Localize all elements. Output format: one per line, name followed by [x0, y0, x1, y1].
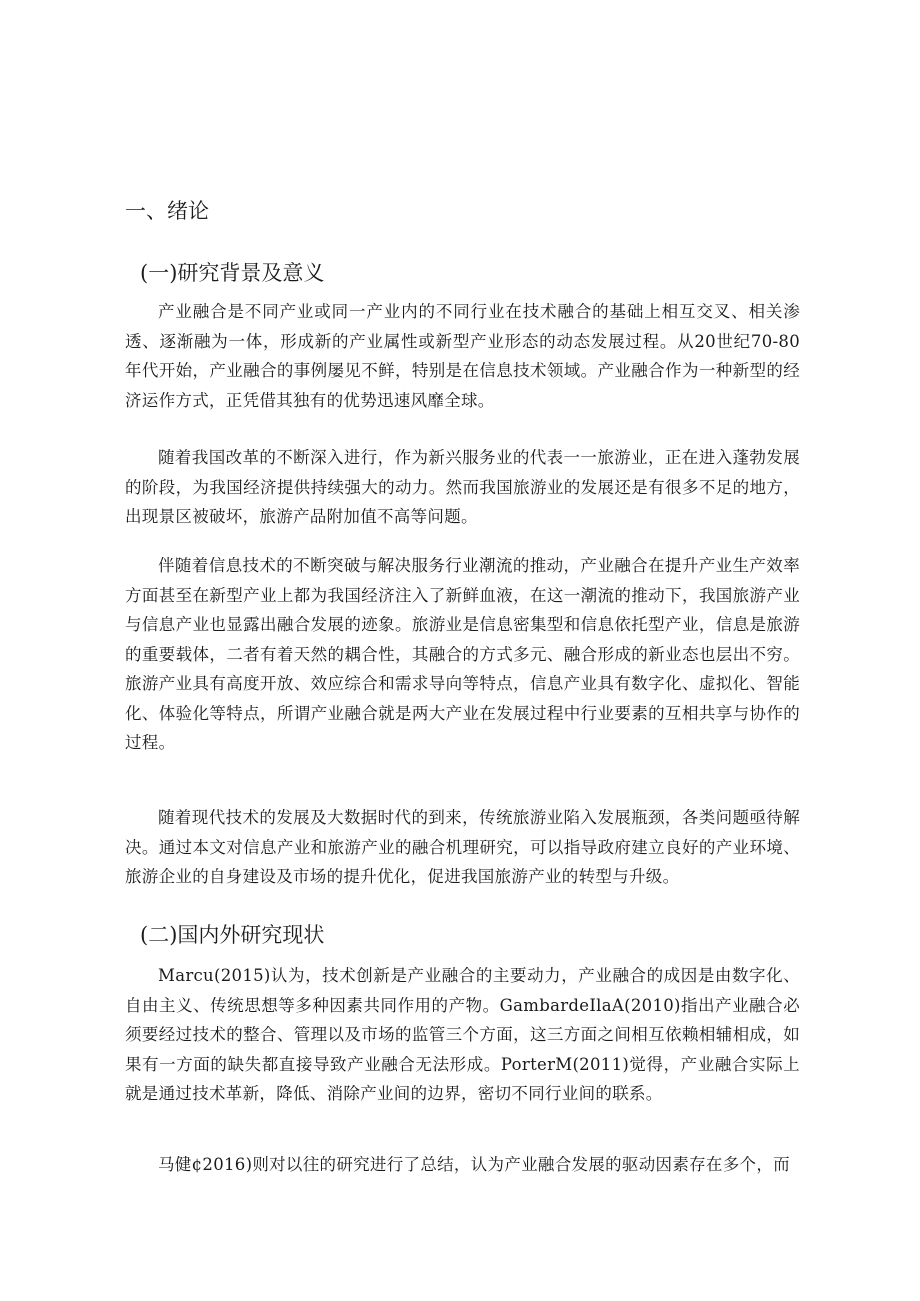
paragraph: 产业融合是不同产业或同一产业内的不同行业在技术融合的基础上相互交叉、相关渗透、逐渐融为一体，形成新的产业属性或新型产业形态的动态发展过程。从20世纪70-80年代开始，产业融合的事例屡见不鲜，特别是在信息技术领域。产业融合作为一种新型的经济运作方式，正凭借其独有的优势迅速风靡全球。 [125, 302, 800, 410]
subsection-title-research-status: (二)国内外研究现状 [140, 923, 325, 947]
paragraph: 马健¢2016)则对以往的研究进行了总结，认为产业融合发展的驱动因素存在多个，而 [158, 1155, 790, 1174]
paragraph: Marcu(2015)认为，技术创新是产业融合的主要动力，产业融合的成因是由数字化、自由主义、传统思想等多种因素共同作用的产物。GambardeIlaA(2010)指出产业融合必须要经过技术的整合、管理以及市场的监管三个方面，这三方面之间相互依赖相辅相成，如果有一方面的缺失都直接导致产业融合无法形成。PorterM(2011)觉得，产业融合实际上就是通过技术革新，降低、消除产业间的边界，密切不同行业间的联系。 [125, 966, 800, 1103]
section-title: 一、绪论 [125, 199, 209, 223]
paragraph: 随着我国改革的不断深入进行，作为新兴服务业的代表一一旅游业，正在进入蓬勃发展的阶段，为我国经济提供持续强大的动力。然而我国旅游业的发展还是有很多不足的地方，出现景区被破坏，旅游产品附加值不高等问题。 [125, 448, 800, 526]
subsection-title-background: (一)研究背景及意义 [140, 261, 325, 285]
paragraph: 随着现代技术的发展及大数据时代的到来，传统旅游业陷入发展瓶颈，各类问题亟待解决。通过本文对信息产业和旅游产业的融合机理研究，可以指导政府建立良好的产业环境、旅游企业的自身建设及市场的提升优化，促进我国旅游产业的转型与升级。 [125, 808, 800, 886]
paragraph: 伴随着信息技术的不断突破与解决服务行业潮流的推动，产业融合在提升产业生产效率方面甚至在新型产业上都为我国经济注入了新鲜血液，在这一潮流的推动下，我国旅游产业与信息产业也显露出融合发展的迹象。旅游业是信息密集型和信息依托型产业，信息是旅游的重要载体，二者有着天然的耦合性，其融合的方式多元、融合形成的新业态也层出不穷。旅游产业具有高度开放、效应综合和需求导向等特点，信息产业具有数字化、虚拟化、智能化、体验化等特点，所谓产业融合就是两大产业在发展过程中行业要素的互相共享与协作的过程。 [125, 556, 800, 752]
